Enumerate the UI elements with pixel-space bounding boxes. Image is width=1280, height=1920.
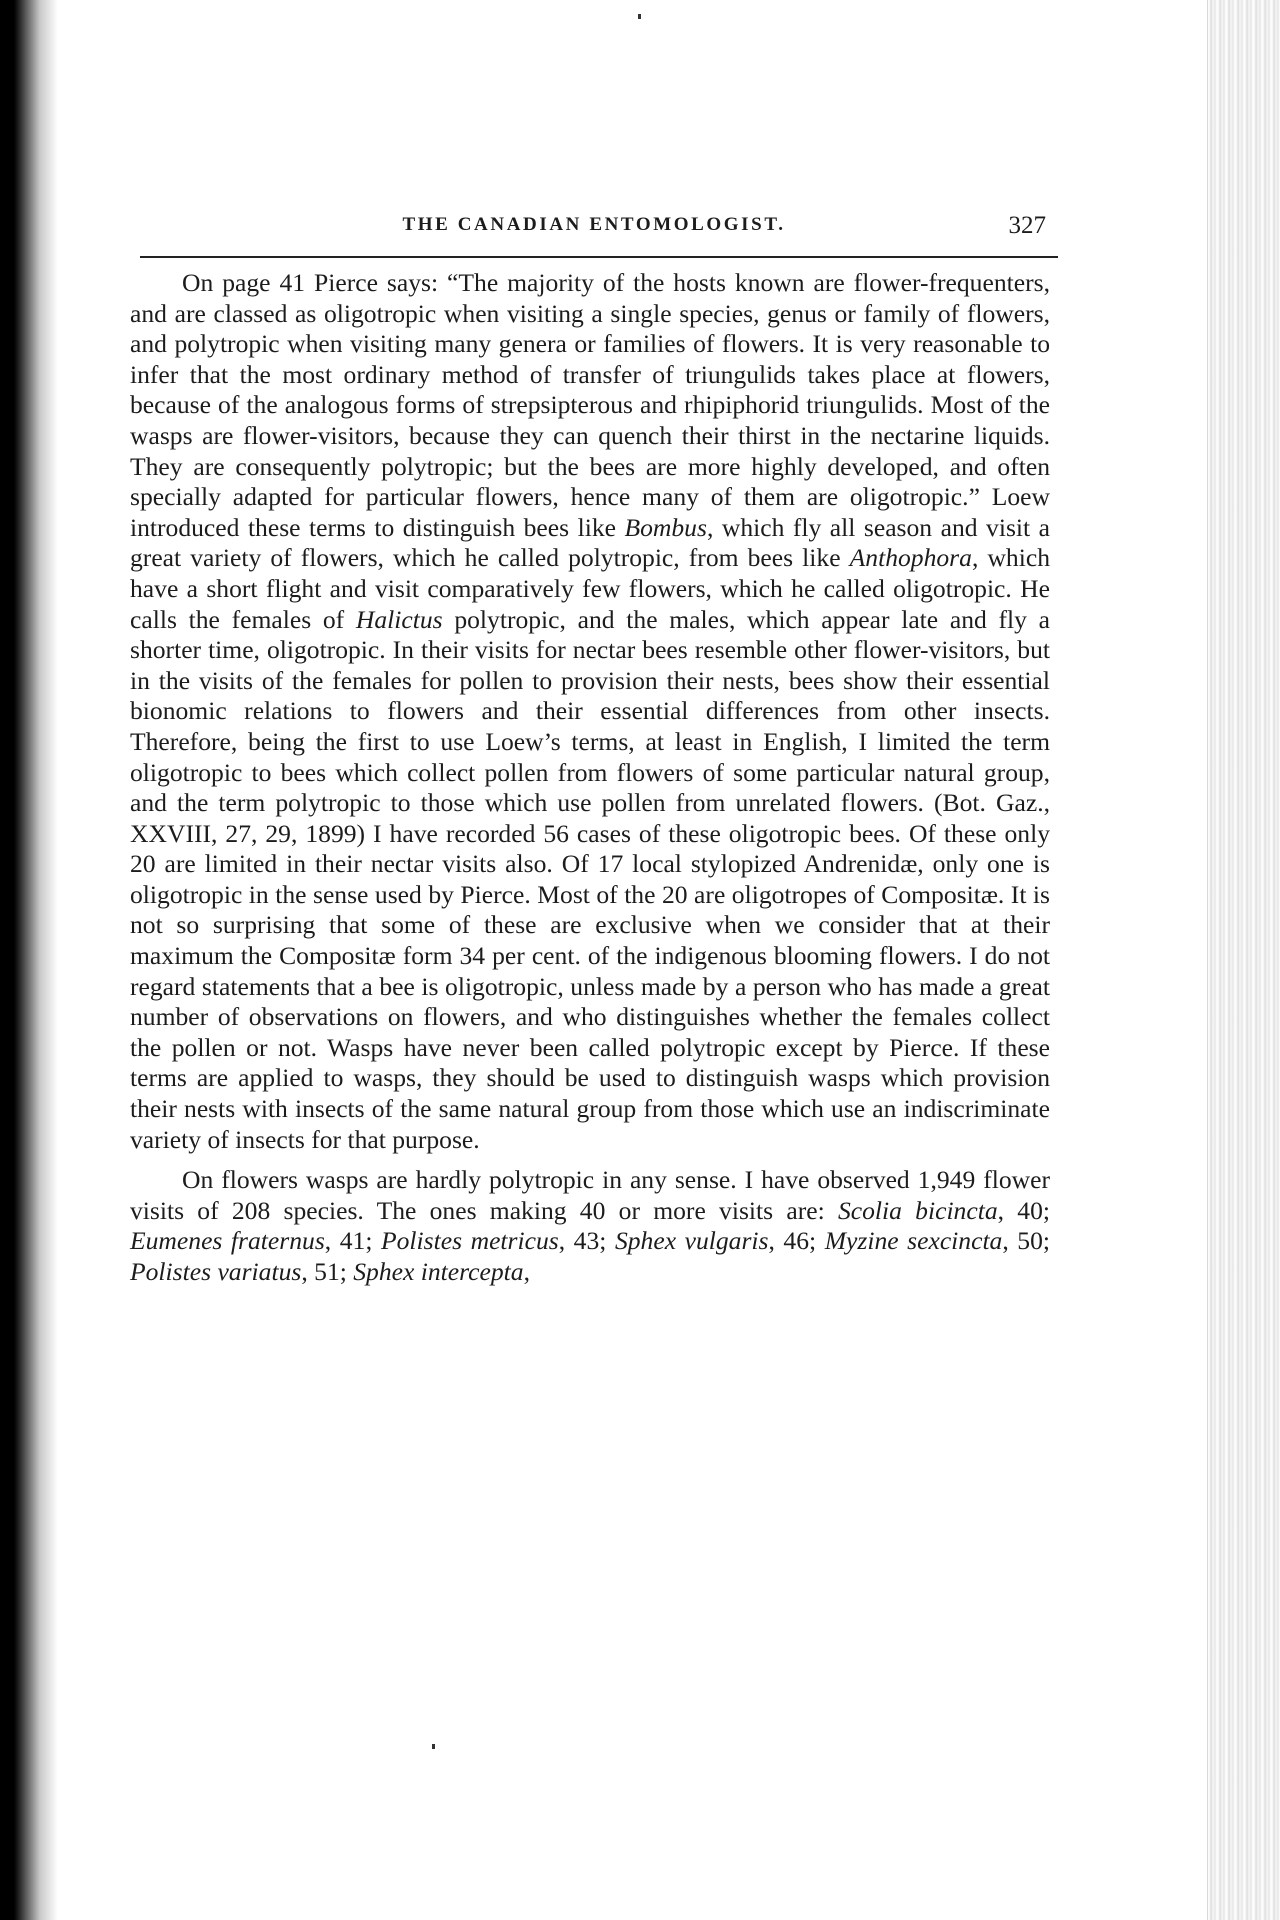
- italic-taxon-name: Halictus: [355, 604, 443, 634]
- page-header: [128, 208, 1060, 252]
- page-edges: [1207, 0, 1280, 1920]
- running-title: THE CANADIAN ENTOMOLOGIST.: [402, 214, 786, 235]
- text-run: , 41;: [324, 1226, 381, 1256]
- text-run: , 51;: [301, 1257, 354, 1286]
- text-run: , 40;: [997, 1195, 1050, 1225]
- body-text: [128, 268, 1060, 1288]
- text-run: ,: [523, 1257, 530, 1286]
- text-run: , 43;: [558, 1226, 615, 1256]
- italic-taxon-name: Polistes metricus: [381, 1226, 559, 1256]
- italic-taxon-name: Polistes variatus: [130, 1257, 302, 1286]
- italic-taxon-name: Myzine sexcincta: [824, 1226, 1003, 1256]
- text-run: , which have a short flight and visit comparatively few flowers, which he called oligotropic. He calls the females of: [130, 543, 1050, 634]
- book-spine-shadow: [0, 0, 58, 1920]
- text-run: , 46;: [768, 1226, 825, 1256]
- italic-taxon-name: Sphex intercepta: [353, 1257, 524, 1286]
- paragraph: [130, 268, 1050, 1155]
- book-page: [128, 208, 1060, 1288]
- text-run: On flowers wasps are hardly polytropic in any sense. I have observed 1,949 flower visits of 208 species. The ones making 40 or more visits are:: [130, 1165, 1050, 1225]
- header-rule: [140, 256, 1058, 258]
- italic-taxon-name: Anthophora: [849, 543, 972, 573]
- page-number: 327: [1008, 212, 1046, 239]
- italic-taxon-name: Bombus: [624, 512, 707, 542]
- text-run: , which fly all season and visit a great variety of flowers, which he called polytropic, from bees like: [130, 512, 1050, 573]
- text-run: polytropic, and the males, which appear late and fly a shorter time, oligotropic. In their visits for nectar bees resemble other flower-visitors, but in the visits of the females for pollen to provision their nests, bees show their essential bionomic relations to flowers and their essential differences from other insects. Therefore, being the first to use Loew’s terms, at least in English, I limited the term oligotropic to bees which collect pollen from flowers of some particular natural group, and the term polytropic to those which use pollen from unrelated flowers. (Bot. Gaz., XXVIII, 27, 29, 1899) I have recorded 56 cases of these oligotropic bees. Of these only 20 are limited in their nectar visits also. Of 17 local stylopized Andrenidæ, only one is oligotropic in the sense used by Pierce. Most of the 20 are oligotropes of Compositæ. It is not so surprising that some of these are exclusive when we consider that at their maximum the Compositæ form 34 per cent. of the indigenous blooming flowers. I do not regard statements that a bee is oligotropic, unless made by a person who has made a great number of observations on flowers, and who distinguishes whether the females collect the pollen or not. Wasps have never been called polytropic except by Pierce. If these terms are applied to wasps, they should be used to distinguish wasps which provision their nests with insects of the same natural group from those which use an indiscriminate variety of insects for that purpose.: [130, 604, 1050, 1154]
- italic-taxon-name: Sphex vulgaris: [614, 1226, 769, 1256]
- italic-taxon-name: Eumenes fraternus: [130, 1226, 325, 1256]
- print-speck: [432, 1744, 435, 1749]
- paragraph: [130, 1165, 1050, 1287]
- italic-taxon-name: Scolia bicincta: [837, 1195, 998, 1225]
- text-run: On page 41 Pierce says: “The majority of the hosts known are flower-frequenters, and are classed as oligotropic when visiting a single species, genus or family of flowers, and polytropic when visiting many genera or families of flowers. It is very reasonable to infer that the most ordinary method of transfer of triungulids takes place at flowers, because of the analogous forms of strepsipterous and rhipiphorid triungulids. Most of the wasps are flower-visitors, because they can quench their thirst in the nectarine liquids. They are consequently polytropic; but the bees are more highly developed, and often specially adapted for particular flowers, hence many of them are oligotropic.” Loew introduced these terms to distinguish bees like: [130, 268, 1050, 542]
- text-run: , 50;: [1002, 1226, 1051, 1256]
- print-speck: [638, 14, 641, 19]
